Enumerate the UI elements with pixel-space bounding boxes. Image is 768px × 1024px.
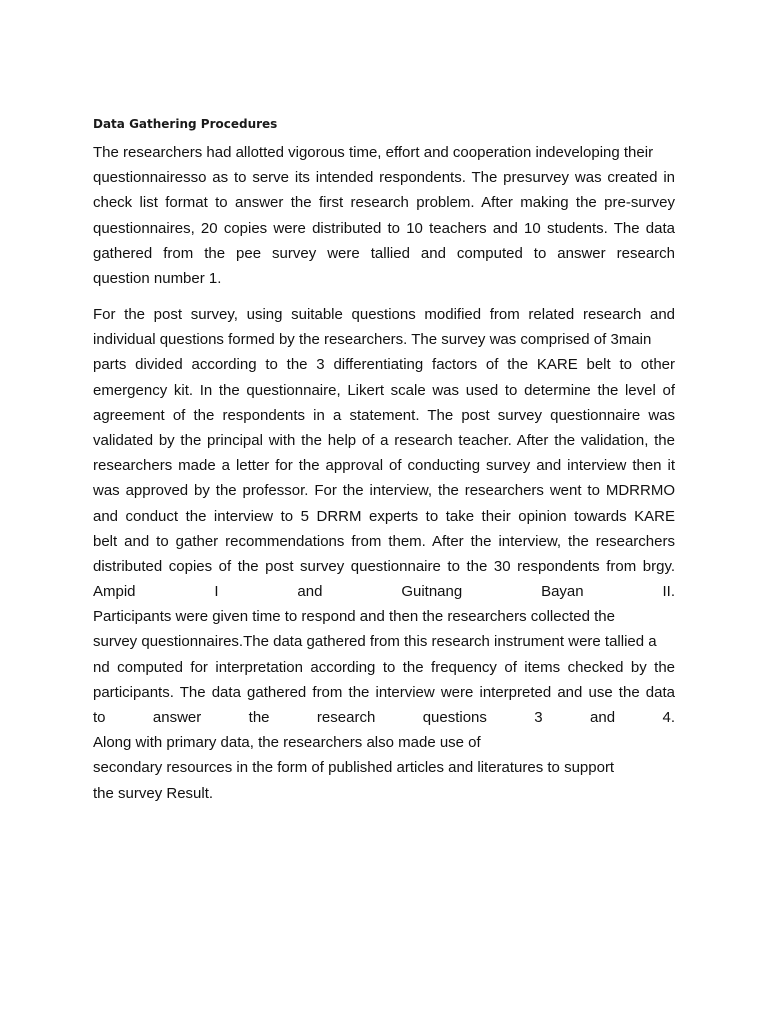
text-line: The researchers had allotted vigorous time, effort and cooperation indeveloping their bbox=[93, 144, 654, 161]
text-line: Along with primary data, the researchers also made use of bbox=[93, 734, 481, 752]
text-line: questionnairesso as to serve its intended respondents. The presurvey was created in bbox=[93, 169, 675, 187]
text-line: belt and to gather recommendations from them. After the interview, the researchers bbox=[93, 532, 675, 550]
section-heading: Data Gathering Procedures bbox=[93, 117, 278, 131]
text-line: question number 1. bbox=[93, 269, 222, 287]
text-line: gathered from the pee survey were tallied and computed to answer research bbox=[93, 244, 675, 262]
text-line: survey questionnaires.The data gathered from this research instrument were tallied a bbox=[93, 633, 657, 651]
text-line: For the post survey, using suitable questions modified from related research and bbox=[93, 306, 675, 323]
text-line: emergency kit. In the questionnaire, Likert scale was used to determine the level of bbox=[93, 381, 675, 399]
paragraph-1 bbox=[93, 140, 675, 291]
text-line: individual questions formed by the researchers. The survey was comprised of 3main bbox=[93, 331, 652, 349]
text-line: the survey Result. bbox=[93, 784, 214, 802]
text-line: Ampid I and Guitnang Bayan II. bbox=[93, 583, 675, 601]
text-line: was approved by the professor. For the interview, the researchers went to MDRRMO bbox=[93, 482, 675, 500]
text-line: researchers made a letter for the approval of conducting survey and interview then it bbox=[93, 457, 675, 475]
text-line: questionnaires, 20 copies were distributed to 10 teachers and 10 students. The data bbox=[93, 219, 675, 237]
text-line: validated by the principal with the help of a research teacher. After the validation, the bbox=[93, 431, 675, 449]
text-line: parts divided according to the 3 differentiating factors of the KARE belt to other bbox=[93, 356, 675, 374]
paragraph-2 bbox=[93, 302, 675, 806]
text-line: and conduct the interview to 5 DRRM experts to take their opinion towards KARE bbox=[93, 507, 675, 525]
text-line: nd computed for interpretation according to the frequency of items checked by the bbox=[93, 658, 675, 676]
text-line: to answer the research questions 3 and 4. bbox=[93, 709, 675, 726]
text-line: agreement of the respondents in a statement. The post survey questionnaire was bbox=[93, 406, 675, 424]
text-line: Participants were given time to respond and then the researchers collected the bbox=[93, 608, 615, 626]
text-line: secondary resources in the form of published articles and literatures to support bbox=[93, 759, 615, 777]
text-line: participants. The data gathered from the interview were interpreted and use the data bbox=[93, 683, 675, 701]
text-line: distributed copies of the post survey questionnaire to the 30 respondents from brgy. bbox=[93, 557, 675, 575]
text-line: check list format to answer the first research problem. After making the pre-survey bbox=[93, 194, 675, 212]
